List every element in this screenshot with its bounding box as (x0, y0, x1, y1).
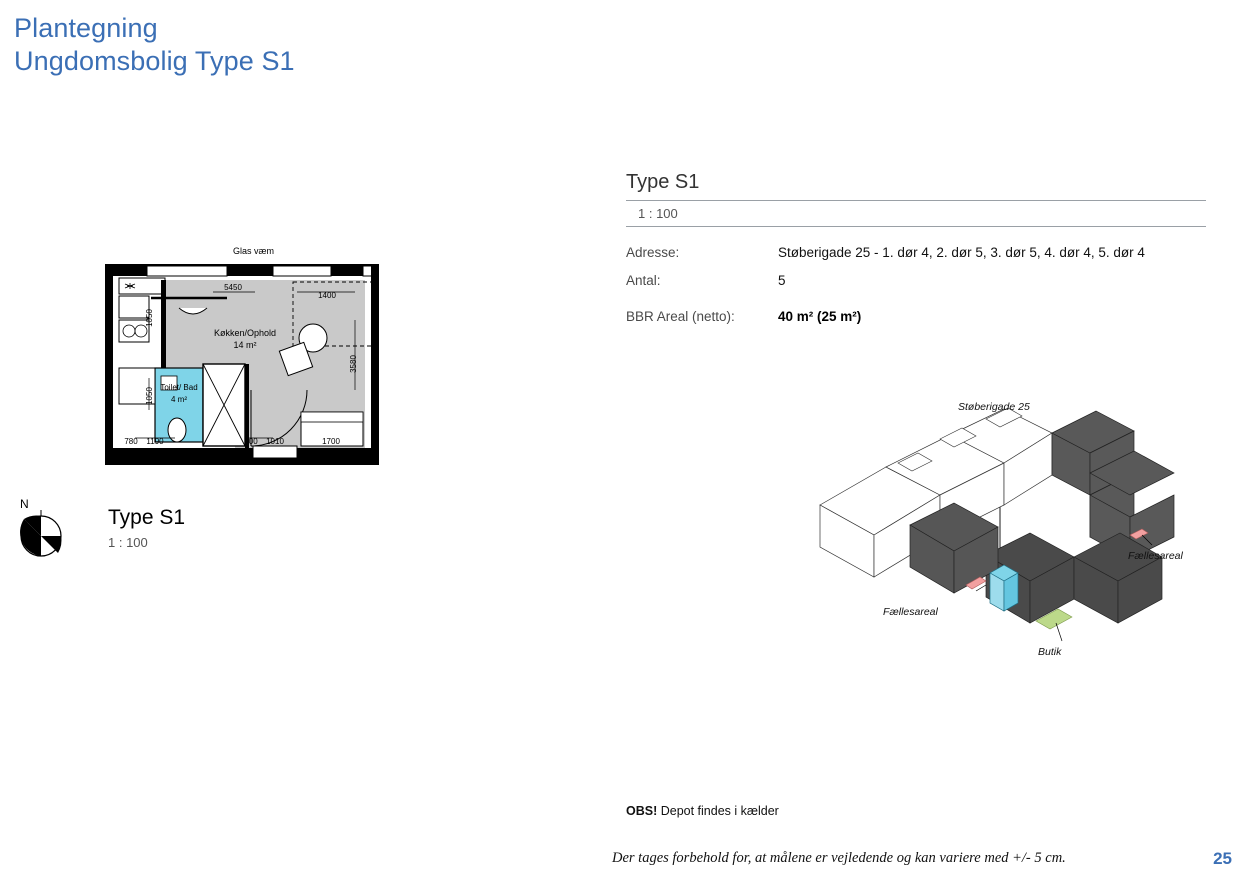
axo-label-common-right: Fællesareal (1128, 550, 1183, 562)
glass-wall-label: Glas væm (233, 246, 275, 256)
dim-1050-a: 1050 (145, 309, 154, 327)
building-axonometric (790, 395, 1210, 685)
dim-1400: 1400 (318, 291, 336, 300)
obs-note-text: Depot findes i kælder (657, 804, 779, 818)
axonometric-svg (790, 395, 1210, 685)
page-title-line2: Ungdomsbolig Type S1 (14, 46, 295, 76)
axo-label-shop: Butik (1038, 646, 1062, 658)
obs-note-bold: OBS! (626, 804, 658, 818)
info-spec-table (626, 245, 1206, 337)
table-row (626, 301, 1206, 337)
info-panel (626, 170, 1206, 337)
table-row (626, 245, 1206, 273)
axo-label-common-left: Fællesareal (883, 606, 938, 618)
spec-label-bbr-area: BBR Areal (netto): (626, 309, 735, 324)
compass-rose (14, 497, 68, 559)
page-number: 25 (1213, 849, 1232, 868)
plan-caption-title: Type S1 (108, 506, 186, 529)
table-row (626, 273, 1206, 301)
page-title-line1: Plantegning (14, 13, 158, 43)
spec-label-address: Adresse: (626, 245, 680, 260)
info-type-title: Type S1 (626, 171, 700, 193)
disclaimer-text: Der tages forbehold for, at målene er vejledende og kan variere med +/- 5 cm. (612, 850, 1066, 866)
dim-1010: 1010 (266, 437, 284, 446)
spec-value-address: Støberigade 25 - 1. dør 4, 2. dør 5, 3. dør 5, 4. dør 4, 5. dør 4 (778, 245, 1145, 260)
dim-1190: 1190 (146, 437, 164, 446)
obs-note (626, 804, 779, 818)
floor-plan-drawing (105, 246, 379, 465)
dim-780: 780 (124, 437, 138, 446)
spec-label-count: Antal: (626, 273, 661, 288)
axo-label-street: Støberigade 25 (958, 401, 1030, 413)
plan-caption-scale: 1 : 100 (108, 535, 148, 550)
dim-1700: 1700 (322, 437, 340, 446)
page-title (14, 12, 295, 78)
info-scale: 1 : 100 (638, 206, 678, 221)
dim-900: 900 (244, 437, 258, 446)
compass-north-label: N (20, 497, 29, 511)
floor-plan-svg (105, 260, 379, 465)
dim-5450: 5450 (224, 283, 242, 292)
spec-value-bbr-area: 40 m² (25 m²) (778, 309, 862, 324)
room-label-bath-name: Toilet/ Bad (160, 383, 198, 392)
spec-value-count: 5 (778, 273, 786, 288)
dim-3580: 3580 (349, 355, 358, 373)
info-divider-mid (626, 226, 1206, 227)
room-label-bath-area: 4 m² (171, 395, 187, 404)
room-label-main-area: 14 m² (233, 340, 257, 350)
dim-1050-b: 1050 (145, 387, 154, 405)
room-label-main-name: Køkken/Ophold (213, 328, 277, 338)
plan-caption (108, 505, 185, 550)
